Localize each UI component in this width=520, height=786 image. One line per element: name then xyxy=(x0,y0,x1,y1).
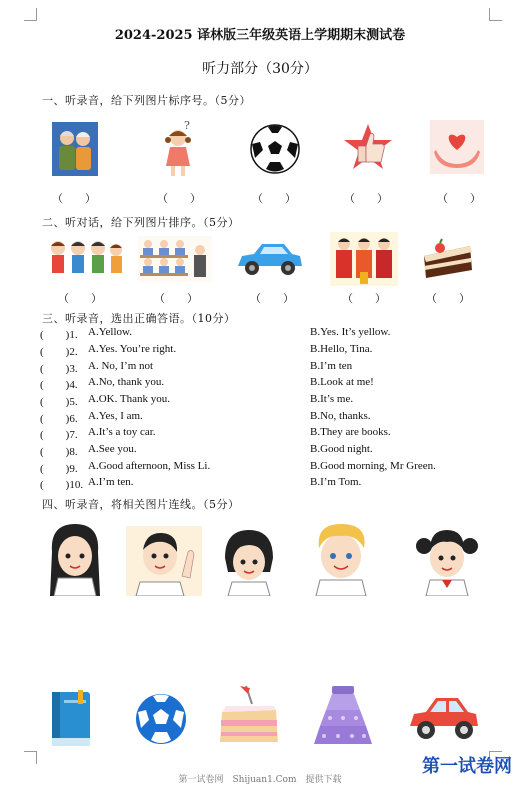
option-b[interactable]: B.It’s me. xyxy=(310,393,354,405)
site-logo: 第一试卷网 xyxy=(422,756,512,777)
answer-blank[interactable]: （ ） xyxy=(252,192,296,205)
footer-text: 第一试卷网 Shijuan1.Com 提供下载 xyxy=(178,775,342,785)
grandparents-icon xyxy=(52,122,98,176)
question-number: ( )4. xyxy=(40,379,78,391)
corner-mark xyxy=(24,751,37,764)
option-a[interactable]: A.Yellow. xyxy=(88,326,133,338)
thumbs-up-icon xyxy=(342,122,394,174)
corner-mark xyxy=(24,8,37,21)
page-title: 2024-2025 译林版三年级英语上学期期末测试卷 xyxy=(114,28,406,43)
girl-short-hair-icon[interactable] xyxy=(220,528,278,596)
skirt-icon[interactable] xyxy=(312,684,374,748)
answer-blank[interactable]: （ ） xyxy=(437,192,481,205)
section3-heading: 三、听录音，选出正确答语。（10分） xyxy=(42,312,236,325)
answer-blank[interactable]: （ ） xyxy=(52,192,96,205)
cake-slice-icon[interactable] xyxy=(216,682,284,746)
blue-car-icon xyxy=(232,238,306,282)
boy-waving-icon[interactable] xyxy=(126,526,202,596)
svg-text:?: ? xyxy=(184,119,190,132)
option-a[interactable]: A.No, thank you. xyxy=(88,376,165,388)
cake-icon xyxy=(420,234,476,280)
option-a[interactable]: A.See you. xyxy=(88,443,137,455)
new-year-greeting-icon xyxy=(330,232,398,286)
section4-heading: 四、听录音，将相关图片连线。（5分） xyxy=(42,498,240,511)
answer-blank[interactable]: （ ） xyxy=(342,292,386,305)
option-b[interactable]: B.Good morning, Mr Green. xyxy=(310,460,436,472)
option-a[interactable]: A. No, I’m not xyxy=(88,360,154,372)
girl-pigtails-icon[interactable] xyxy=(416,524,478,596)
option-b[interactable]: B.Look at me! xyxy=(310,376,374,388)
option-b[interactable]: B.Hello, Tina. xyxy=(310,343,373,355)
question-number: ( )5. xyxy=(40,396,78,408)
boy-blond-icon[interactable] xyxy=(306,520,376,596)
option-a[interactable]: A.It’s a toy car. xyxy=(88,426,156,438)
children-greeting-icon xyxy=(46,236,124,282)
classroom-icon xyxy=(138,236,212,282)
answer-blank[interactable]: （ ） xyxy=(58,292,102,305)
answer-blank[interactable]: （ ） xyxy=(344,192,388,205)
football-icon xyxy=(250,124,300,174)
red-car-icon[interactable] xyxy=(406,690,482,744)
option-b[interactable]: B.I’m ten xyxy=(310,360,353,372)
question-number: ( )8. xyxy=(40,446,78,458)
answer-blank[interactable]: （ ） xyxy=(157,192,201,205)
notebook-icon[interactable] xyxy=(48,690,94,748)
answer-blank[interactable]: （ ） xyxy=(154,292,198,305)
option-a[interactable]: A.Yes. You’re right. xyxy=(88,343,177,355)
girl-thinking-icon xyxy=(160,118,200,178)
option-b[interactable]: B.I’m Tom. xyxy=(310,476,362,488)
football-icon[interactable] xyxy=(134,692,188,746)
option-b[interactable]: B.They are books. xyxy=(310,426,391,438)
girl-long-hair-icon[interactable] xyxy=(46,522,104,596)
question-number: ( )9. xyxy=(40,463,78,475)
option-a[interactable]: A.Good afternoon, Miss Li. xyxy=(88,460,211,472)
option-a[interactable]: A.I’m ten. xyxy=(88,476,134,488)
question-number: ( )7. xyxy=(40,429,78,441)
question-number: ( )6. xyxy=(40,413,78,425)
option-a[interactable]: A.Yes, I am. xyxy=(88,410,143,422)
section2-heading: 二、听对话，给下列图片排序。（5分） xyxy=(42,216,240,229)
corner-mark xyxy=(489,8,502,21)
question-number: ( )1. xyxy=(40,329,78,341)
option-a[interactable]: A.OK. Thank you. xyxy=(88,393,170,405)
answer-blank[interactable]: （ ） xyxy=(250,292,294,305)
answer-blank[interactable]: （ ） xyxy=(426,292,470,305)
question-number: ( )2. xyxy=(40,346,78,358)
option-b[interactable]: B.No, thanks. xyxy=(310,410,371,422)
option-b[interactable]: B.Good night. xyxy=(310,443,373,455)
page-subtitle: 听力部分（30分） xyxy=(202,61,318,77)
question-number: ( )3. xyxy=(40,363,78,375)
section1-heading: 一、听录音，给下列图片标序号。（5分） xyxy=(42,94,251,107)
heart-hands-icon xyxy=(430,120,484,174)
question-number: ( )10. xyxy=(40,479,84,491)
option-b[interactable]: B.Yes. It’s yellow. xyxy=(310,326,391,338)
